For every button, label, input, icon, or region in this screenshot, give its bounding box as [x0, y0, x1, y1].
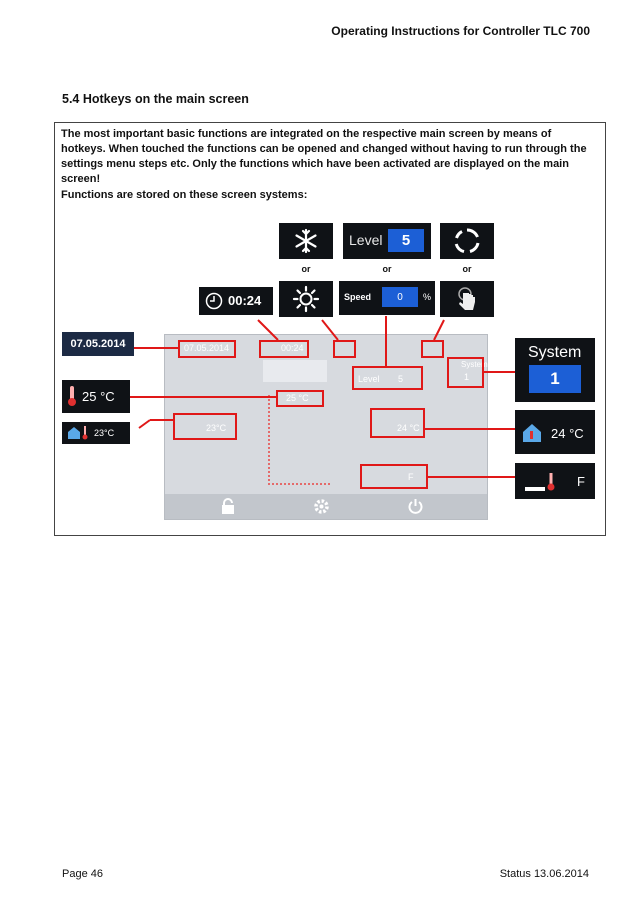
status-date: Status 13.06.2014 — [499, 868, 589, 880]
section-title: 5.4 Hotkeys on the main screen — [62, 92, 249, 106]
room-temp-value: 25 °C — [82, 389, 115, 404]
or-label-2: or — [382, 264, 392, 274]
screen-date: 07.05.2014 — [184, 343, 230, 353]
screen-mode-letter: F — [408, 472, 414, 482]
timer-value: 00:24 — [228, 293, 262, 308]
system-label: System — [528, 344, 582, 361]
outdoor-temp-large-value: 24 °C — [551, 426, 584, 441]
level-value: 5 — [388, 229, 424, 252]
date-display: 07.05.2014 — [62, 332, 134, 356]
screen-system-label: System — [461, 360, 488, 369]
intro-paragraph: The most important basic functions are integrated on the respective main screen by means of hotkeys. When touched the functions can be opened and changed without having to run through the settings menu steps etc. Only the functions which have been activated are displayed on the main screen! — [61, 128, 587, 185]
screen-level-value: 5 — [398, 374, 404, 384]
screen-room-temp: 25 °C — [286, 393, 309, 403]
screen-level-label: Level — [358, 374, 380, 384]
speed-value: 0 — [382, 287, 418, 307]
page-number: Page 46 — [62, 868, 103, 880]
system-value: 1 — [529, 365, 581, 393]
or-label-3: or — [462, 264, 472, 274]
screen-timer: 00:24 — [281, 343, 304, 353]
level-label: Level — [349, 232, 383, 248]
screen-inlet-temp: 24 °C — [397, 423, 420, 433]
intro-subtitle: Functions are stored on these screen systems: — [61, 189, 308, 201]
document-header: Operating Instructions for Controller TLC 700 — [331, 24, 590, 38]
screen-outdoor-temp: 23°C — [206, 423, 227, 433]
speed-unit: % — [423, 292, 432, 302]
speed-label: Speed — [344, 292, 372, 302]
outdoor-temp-small-value: 23°C — [94, 428, 115, 438]
screen-system-value: 1 — [464, 372, 470, 382]
or-label-1: or — [301, 264, 311, 274]
mode-letter: F — [577, 474, 585, 489]
